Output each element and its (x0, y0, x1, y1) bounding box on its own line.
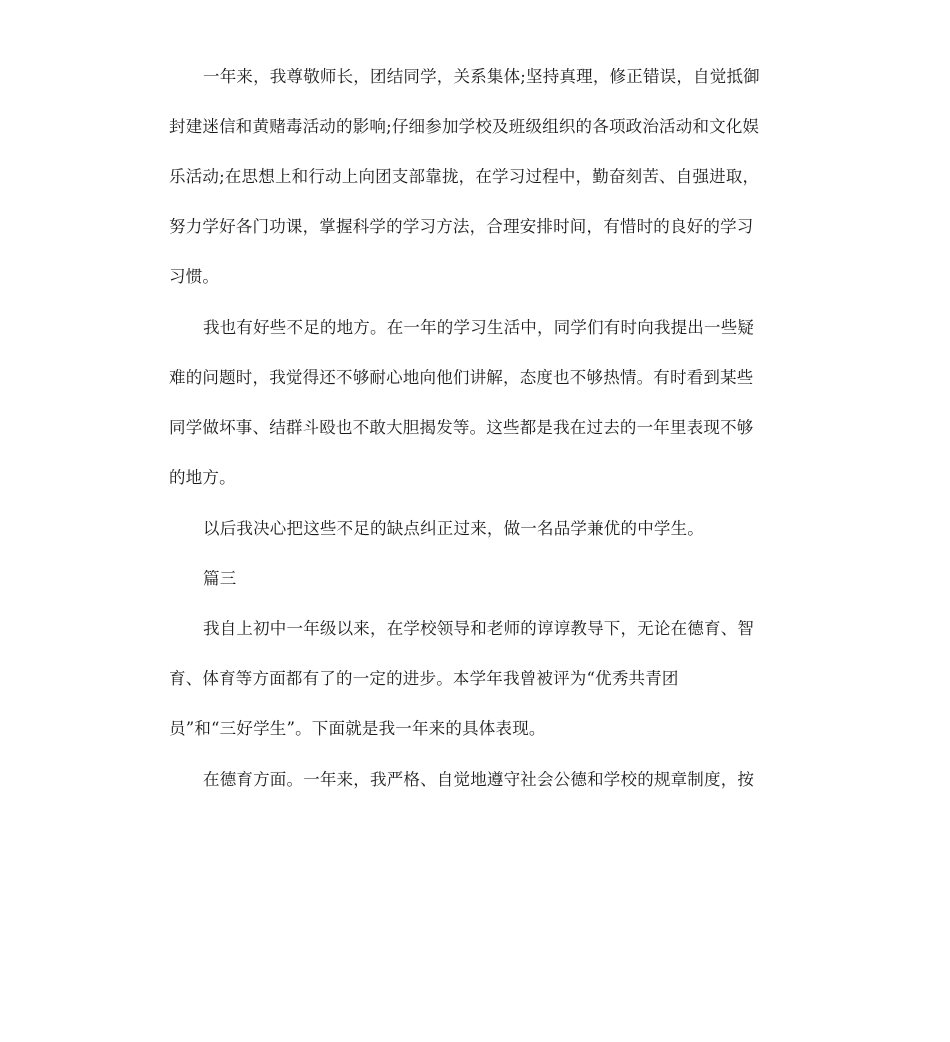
paragraph-2-line-2: 难的问题时，我觉得还不够耐心地向他们讲解，态度也不够热情。有时看到某些 (169, 368, 754, 387)
paragraph-1-line-1: 一年来，我尊敬师长，团结同学，关系集体;坚持真理，修正错误，自觉抵御 (203, 67, 760, 86)
section-heading: 篇三 (203, 569, 237, 588)
paragraph-2-line-4: 的地方。 (169, 468, 236, 487)
paragraph-1-line-3: 乐活动;在思想上和行动上向团支部靠拢，在学习过程中，勤奋刻苦、自强进取， (169, 167, 760, 186)
paragraph-1-line-4: 努力学好各门功课，掌握科学的学习方法，合理安排时间，有惜时的良好的学习 (169, 217, 754, 236)
paragraph-5-line-1: 在德育方面。一年来，我严格、自觉地遵守社会公德和学校的规章制度，按 (203, 770, 755, 789)
paragraph-4-line-1: 我自上初中一年级以来，在学校领导和老师的谆谆教导下，无论在德育、智 (203, 619, 755, 638)
paragraph-3-line-1: 以后我决心把这些不足的缺点纠正过来，做一名品学兼优的中学生。 (203, 519, 704, 538)
paragraph-1-line-5: 习惯。 (169, 267, 220, 286)
paragraph-4-line-2: 育、体育等方面都有了的一定的进步。本学年我曾被评为“优秀共青团 (169, 669, 679, 688)
paragraph-2-line-1: 我也有好些不足的地方。在一年的学习生活中，同学们有时向我提出一些疑 (203, 318, 755, 337)
paragraph-1-line-2: 封建迷信和黄赌毒活动的影响;仔细参加学校及班级组织的各项政治活动和文化娱 (169, 117, 760, 136)
paragraph-4-line-3: 员”和“三好学生”。下面就是我一年来的具体表现。 (169, 719, 546, 738)
paragraph-2-line-3: 同学做坏事、结群斗殴也不敢大胆揭发等。这些都是我在过去的一年里表现不够 (169, 418, 754, 437)
